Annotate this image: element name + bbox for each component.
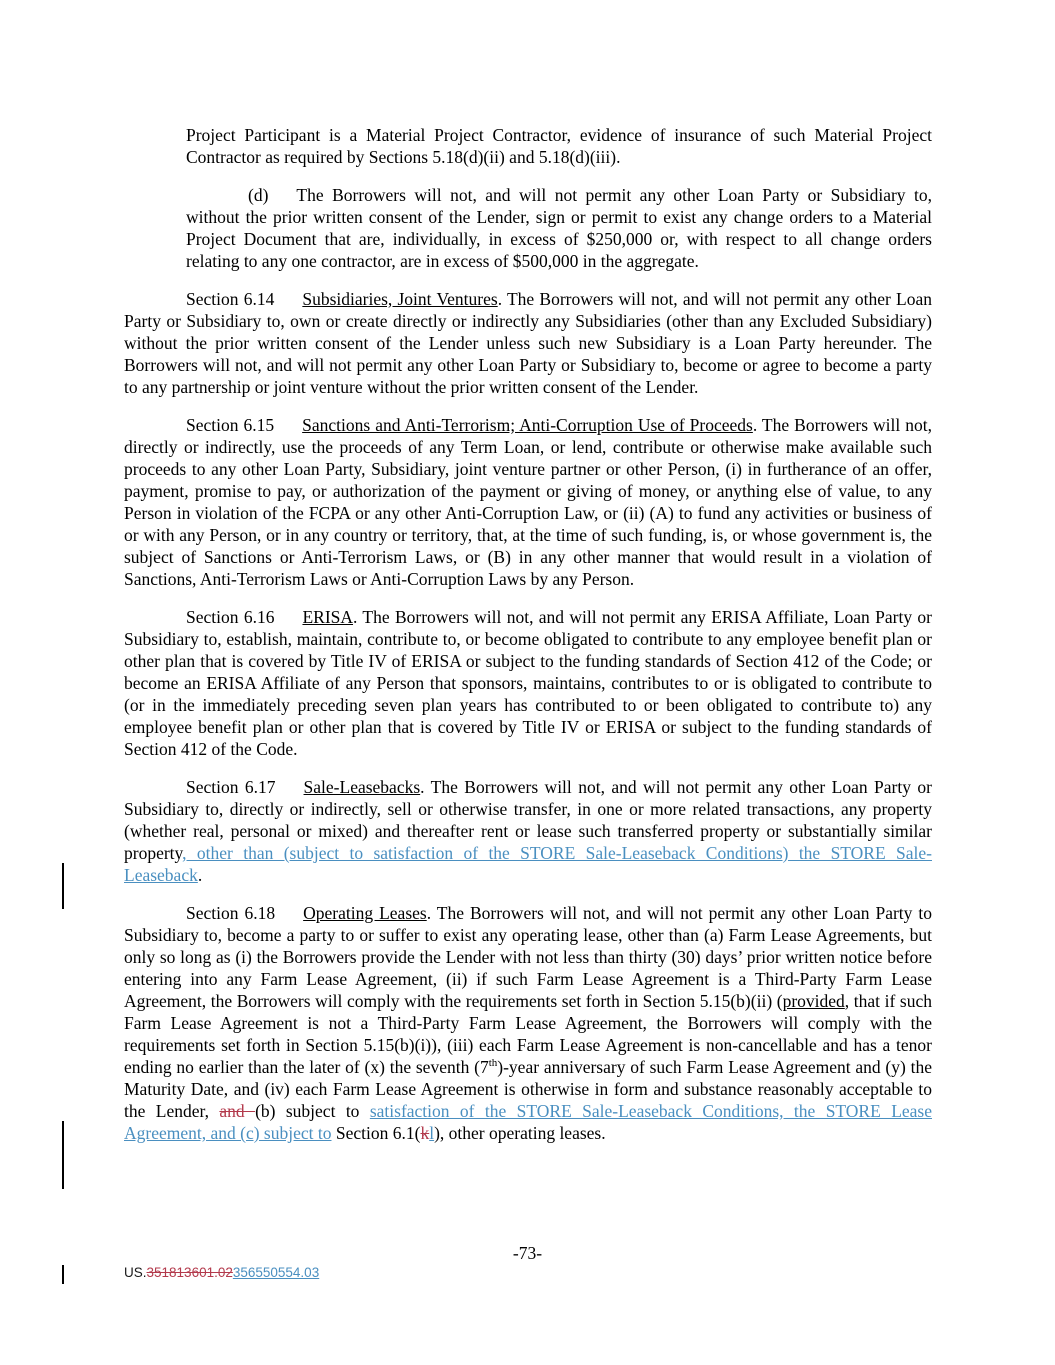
text-segment: . The Borrowers will not, directly or indirectly, use the proceeds of any Term Loan, or lend, contribute or otherwise make available such proceeds to any other Loan Party, Subsidiary, joint venture partner or other Person, (i) in furtherance of an offer, payment, promise to pay, or authorization of the payment or giving of money, or anything else of value, to any Person in violation of the FCPA or any other Anti-Corruption Law, or (ii) (A) to fund any activities or business of or with any Person, or in any country or territory, that, at the time of such funding, is, or whose government is, the subject of Sanctions or Anti-Terrorism Laws, or (B) in any other manner that would result in a violation of Sanctions, Anti-Terrorism Laws or Anti-Corruption Laws by any Person.	[124, 415, 932, 589]
paragraph-continuation-clause	[186, 124, 932, 168]
text-segment: Operating Leases	[303, 903, 427, 923]
inserted-text: 356550554.03	[232, 1265, 320, 1280]
text-segment: ERISA	[302, 607, 354, 627]
paragraph-section-6-18	[124, 902, 932, 1144]
text-segment: Sanctions and Anti-Terrorism; Anti-Corruption Use of Proceeds	[302, 415, 753, 435]
revision-change-bar	[62, 863, 64, 909]
page-number: -73-	[512, 1243, 543, 1263]
revision-change-bar	[62, 1121, 64, 1189]
document-body	[124, 124, 932, 1160]
text-segment: Section 6.15	[186, 415, 275, 435]
revision-change-bar	[62, 1265, 64, 1284]
text-segment: . The Borrowers will not, and will not permit any other Loan Party to Subsidiary to, become a party to or suffer to exist any operating lease, other than (a) Farm Lease Agreements, but only so long as (i) the Borrowers provide the Lender with not less than thirty (30) days’ prior written notice before entering into any Farm Lease Agreement, (ii) if such Farm Lease Agreement is a Third-Party Farm Lease Agreement, the Borrowers will comply with the requirements set forth in Section 5.15(b)(ii) (	[124, 903, 933, 1011]
text-segment: (b) subject to	[255, 1101, 370, 1121]
inserted-text: satisfaction of the STORE Sale-Leaseback Conditions, the STORE Lease Agreement, and (c) subject to	[124, 1101, 932, 1143]
inserted-text: l	[429, 1123, 435, 1143]
text-segment: Section 6.17	[186, 777, 276, 797]
deleted-text: and	[219, 1101, 256, 1121]
text-segment: provided	[782, 991, 845, 1011]
text-segment: . The Borrowers will not, and will not permit any other Loan Party or Subsidiary to, own or create directly or indirectly any Subsidiaries (other than any Excluded Subsidiary) without the prior written consent of the Lender unless such new Subsidiary is a Loan Party hereunder. The Borrowers will not, and will not permit any other Loan Party or Subsidiary to, become or agree to become a party to any partnership or joint venture without the prior written consent of the Lender.	[124, 289, 932, 397]
text-segment: US.	[124, 1265, 147, 1280]
text-segment: , that if such Farm Lease Agreement is not a Third-Party Farm Lease Agreement, the Borrowers will comply with the requirements set forth in Section 5.15(b)(i)), (iii) each Farm Lease Agreement is non-cancellable and has a tenor ending no earlier than the later of (x) the seventh (7	[124, 991, 932, 1077]
text-segment: Project Participant is a Material Project Contractor, evidence of insurance of such Material Project Contractor as required by Sections 5.18(d)(ii) and 5.18(d)(iii).	[186, 125, 932, 167]
paragraph-section-6-15	[124, 414, 932, 590]
text-segment: Section 6.14	[186, 289, 275, 309]
text-segment: Section 6.1(	[331, 1123, 421, 1143]
text-segment: Section 6.18	[186, 903, 276, 923]
inserted-text: , other than (subject to satisfaction of the STORE Sale-Leaseback Conditions) the STORE Sale-Leaseback	[124, 843, 932, 885]
paragraph-section-6-16	[124, 606, 932, 760]
text-segment: )-year anniversary of such Farm Lease Agreement and (y) the Maturity Date, and (iv) each Farm Lease Agreement is otherwise in form and substance reasonably acceptable to the Lender,	[124, 1057, 932, 1121]
deleted-text: k	[420, 1123, 430, 1143]
paragraph-section-6-17	[124, 776, 932, 886]
document-control-number	[124, 1264, 319, 1282]
text-segment: th	[488, 1057, 498, 1070]
paragraph-clause-d	[186, 184, 932, 272]
text-segment: Sale-Leasebacks	[303, 777, 421, 797]
text-segment: . The Borrowers will not, and will not permit any ERISA Affiliate, Loan Party or Subsidiary to, establish, maintain, contribute to, or become obligated to contribute to any employee benefit plan or other plan that is covered by Title IV of ERISA or subject to the funding standards of Section 412 of the Code; or become an ERISA Affiliate of any Person that sponsors, maintains, contributes to or is obligated to contribute to (or in the immediately preceding seven plan years has contributed to or been obligated to contribute to) any employee benefit plan or other plan that is covered by Title IV or ERISA or subject to the funding standards of Section 412 of the Code.	[124, 607, 932, 759]
text-segment: ), other operating leases.	[434, 1123, 606, 1143]
text-segment: . The Borrowers will not, and will not permit any other Loan Party or Subsidiary to, directly or indirectly, sell or otherwise transfer, in one or more related transactions, any property (whether real, personal or mixed) and thereafter rent or lease such transferred property or substantially similar property	[124, 777, 932, 863]
text-segment: Section 6.16	[186, 607, 275, 627]
text-segment: (d)	[248, 185, 269, 205]
text-segment: Subsidiaries, Joint Ventures	[302, 289, 498, 309]
deleted-text: 351813601.02	[146, 1265, 233, 1280]
paragraph-section-6-14	[124, 288, 932, 398]
text-segment: .	[197, 865, 203, 885]
text-segment: The Borrowers will not, and will not permit any other Loan Party or Subsidiary to, without the prior written consent of the Lender, sign or permit to exist any change orders to a Material Project Document that are, individually, in excess of $250,000 or, with respect to all change orders relating to any one contractor, are in excess of $500,000 in the aggregate.	[186, 185, 932, 271]
